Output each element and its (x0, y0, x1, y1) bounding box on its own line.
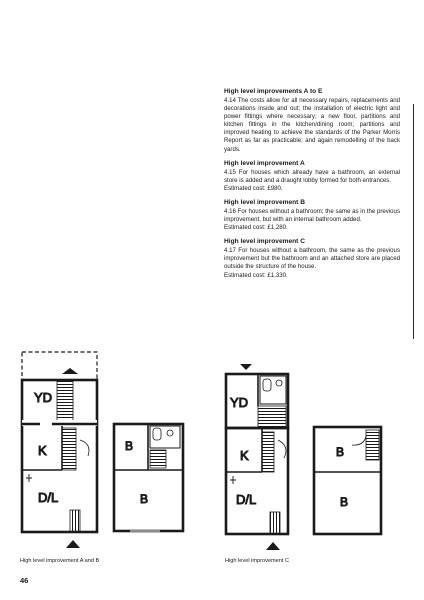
section-heading: High level improvement C (224, 238, 305, 246)
bath-icon (263, 379, 271, 391)
basin-icon (276, 380, 282, 386)
section-paragraph: 4.17 For houses without a bathroom, the same as the previous improvement but the bathroom and an attached store are placed outside the structure of the house. (224, 247, 400, 271)
section-paragraph: 4.14 The costs allow for all necessary repairs, replacements and decorations inside and out; the installation of electric light and power fittings where necessary; a new floor, partitions and kitchen fittings in the kitchen/dining room; partitions and improved heating to achieve the standards of the Parker Morris Report as far as practicable; and again remodelling of the back yards. (224, 97, 400, 153)
section-paragraph: 4.16 For houses without a bathroom; the same as in the previous improvement, but with an internal bathroom added. (224, 207, 400, 224)
back-entrance-arrow-icon (62, 368, 78, 374)
room-label-yard: YD (230, 395, 249, 410)
radiator-symbol (26, 474, 32, 482)
estimated-cost: Estimated cost: £980. (224, 184, 283, 192)
bathroom (150, 426, 180, 448)
caption-plans-c: High level improvement C (225, 558, 290, 564)
estimated-cost: Estimated cost: £1,280. (224, 224, 288, 232)
front-entrance-arrow-icon (266, 542, 280, 550)
bath-icon (153, 428, 161, 440)
plan-ab-ground-floor (22, 352, 97, 548)
yard-steps (57, 380, 73, 424)
room-label-bedroom-front: B (340, 495, 349, 509)
page-number: 46 (20, 576, 29, 585)
room-label-bedroom-front: B (140, 492, 149, 506)
front-step (270, 512, 280, 534)
door-swing (278, 440, 286, 458)
room-label-dining: D/L (236, 492, 257, 507)
basin-icon (167, 430, 173, 436)
yard-steps (258, 406, 286, 428)
room-label-dining: D/L (38, 490, 59, 505)
door-swing (352, 436, 366, 445)
dashed-yard-extension (22, 352, 97, 380)
estimated-cost: Estimated cost: £1,330. (224, 271, 288, 279)
room-label-bedroom-back: B (336, 445, 345, 459)
room-label-yard: YD (34, 390, 53, 405)
plan-ab-first-floor (114, 424, 183, 531)
room-label-kitchen: K (240, 448, 249, 463)
front-entrance-arrow-icon (66, 540, 80, 548)
staircase (62, 428, 76, 470)
section-heading: High level improvement A (224, 159, 305, 167)
staircase (366, 430, 379, 460)
room-label-kitchen: K (38, 443, 47, 458)
door-swing (80, 440, 89, 456)
room-label-bedroom-back: B (125, 439, 134, 453)
caption-plans-a-b: High level improvement A and B (20, 558, 100, 564)
staircase (150, 450, 166, 468)
plan-c-ground-floor (226, 364, 288, 550)
section-heading: High level improvement B (224, 198, 305, 206)
back-entrance-arrow-icon (240, 364, 252, 370)
front-step (70, 510, 80, 532)
plan-c-first-floor (314, 427, 381, 534)
section-heading: High level improvements A to E (224, 88, 323, 95)
staircase (262, 432, 274, 472)
section-paragraph: 4.15 For houses which already have a bathroom, an external store is added and a draught lobby formed for both entrances. (224, 168, 400, 184)
radiator-symbol (230, 476, 236, 484)
